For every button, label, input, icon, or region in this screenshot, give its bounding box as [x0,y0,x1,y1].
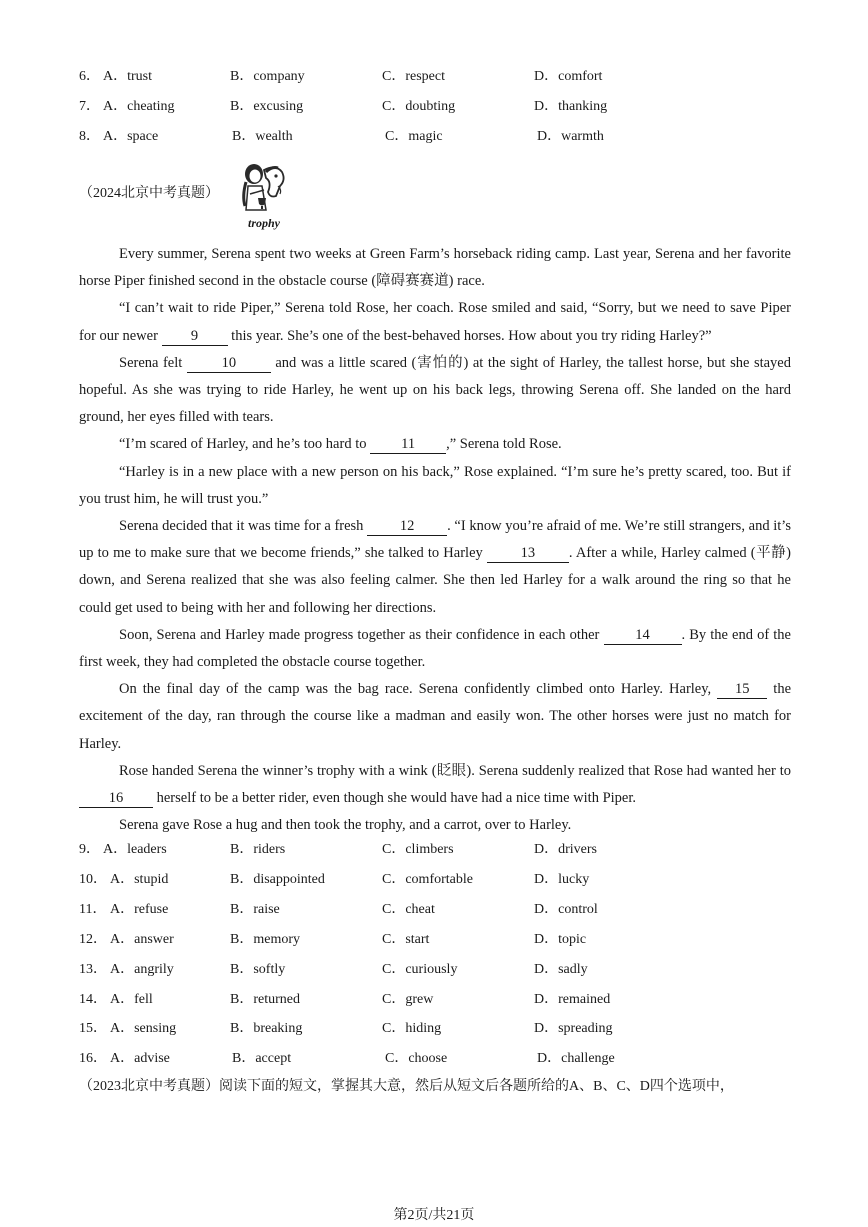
paragraph-7 [79,622,791,676]
option-c: C．doubting [382,99,456,114]
blank-15: 15 [717,680,767,699]
option-b: B．riders [230,842,286,857]
option-b: B．breaking [230,1021,303,1036]
option-c: C．start [382,932,430,947]
option-d: D．thanking [534,99,608,114]
trophy-illustration [236,160,296,232]
question-number: 15． [79,1021,107,1036]
option-d: D．comfort [534,69,603,84]
option-a: A．advise [110,1051,170,1066]
text: “I’m scared of Harley, and he’s too hard to [119,436,367,453]
text: Serena felt [119,354,183,371]
question-number: 14． [79,992,107,1007]
paragraph-3 [79,350,791,432]
option-a: A．sensing [110,1021,177,1036]
paragraph-4 [79,431,791,458]
option-b: B．wealth [232,129,293,144]
option-d: D．lucky [534,872,590,887]
option-a: A．leaders [103,842,167,857]
option-b: B．excusing [230,99,304,114]
reading-passage [79,241,791,839]
option-c: C．curiously [382,962,458,977]
option-d: D．sadly [534,962,588,977]
text: “I can’t wait to ride Piper,” Serena told Rose, her coach. Rose smiled and said, “Sorry, but we need to save Piper for our newer [79,300,791,344]
next-section-instructions: （2023北京中考真题）阅读下面的短文，掌握其大意，然后从短文后各题所给的A、B、C、D四个选项中， [79,1079,734,1094]
option-d: D．spreading [534,1021,613,1036]
question-number: 13． [79,962,107,977]
paragraph-9 [79,758,791,812]
blank-9: 9 [162,327,228,346]
question-number: 11． [79,902,107,917]
option-a: A．trust [103,69,152,84]
text: . By the end of the first week, they had completed the obstacle course together. [79,626,791,671]
question-number: 8． [79,129,100,144]
option-c: C．choose [385,1051,448,1066]
question-number: 9． [79,842,100,857]
question-number: 6． [79,69,100,84]
question-number: 7． [79,99,100,114]
option-c: C．hiding [382,1021,442,1036]
blank-13: 13 [487,544,569,563]
text: herself to be a better rider, even though she would have had a nice time with Piper. [156,790,637,807]
blank-10: 10 [187,354,271,373]
option-c: C．magic [385,129,443,144]
option-b: B．disappointed [230,872,325,887]
paragraph-10: Serena gave Rose a hug and then took the trophy, and a carrot, over to Harley. [119,817,572,834]
question-number: 12． [79,932,107,947]
option-c: C．climbers [382,842,454,857]
option-a: A．stupid [110,872,169,887]
text: the excitement of the day, ran through the course like a madman and easily won. The other horses were just no match for Harley. [79,681,792,752]
text: Serena decided that it was time for a fresh [119,518,364,535]
paragraph-5: “Harley is in a new place with a new person on his back,” Rose explained. “I’m sure he’s pretty scared, too. But if you trust him, he will trust you.” [79,463,791,507]
blank-12: 12 [367,517,447,536]
option-d: D．challenge [537,1051,615,1066]
option-a: A．angrily [110,962,174,977]
question-number: 16． [79,1051,107,1066]
paragraph-2 [79,295,791,349]
option-a: A．answer [110,932,174,947]
option-c: C．comfortable [382,872,473,887]
text: On the final day of the camp was the bag race. Serena confidently climbed onto Harley. Harley, [119,681,712,698]
paragraph-1: Every summer, Serena spent two weeks at Green Farm’s horseback riding camp. Last year, Serena and her favorite horse Piper finished second in the obstacle course (障碍赛赛道) race. [79,246,791,290]
text: and was a little scared (害怕的) at the sight of Harley, the tallest horse, but she stayed hopeful. As she was trying to ride Harley, he went up on his back legs, throwing Serena off. She landed on the hard ground, her eyes filled with tears. [79,354,791,426]
text: Rose handed Serena the winner’s trophy with a wink (眨眼). Serena suddenly realized that Rose had wanted her to [119,762,791,779]
option-b: B．raise [230,902,280,917]
option-c: C．grew [382,992,434,1007]
blank-16: 16 [79,789,153,808]
option-b: B．softly [230,962,286,977]
option-a: A．cheating [103,99,175,114]
text: this year. She’s one of the best-behaved horses. How about you try riding Harley?” [231,327,712,344]
option-d: D．drivers [534,842,597,857]
option-d: D．warmth [537,129,604,144]
blank-14: 14 [604,626,682,645]
paragraph-6 [79,513,791,622]
text: ,” Serena told Rose. [446,436,562,453]
blank-11: 11 [370,435,446,454]
text: . After a while, Harley calmed (平静) down, and Serena realized that she was also feeling calmer. She then led Harley for a walk around the ring so that he could get used to being with her and following her directions. [79,545,791,616]
option-d: D．topic [534,932,587,947]
option-d: D．control [534,902,598,917]
option-c: C．respect [382,69,445,84]
option-d: D．remained [534,992,611,1007]
source-label: （2024北京中考真题） [79,186,219,201]
option-a: A．fell [110,992,153,1007]
option-b: B．memory [230,932,300,947]
option-a: A．space [103,129,159,144]
option-b: B．accept [232,1051,292,1066]
option-a: A．refuse [110,902,169,917]
text: Soon, Serena and Harley made progress together as their confidence in each other [119,626,600,643]
trophy-caption: trophy [248,216,281,230]
page-number: 第2页/共21页 [393,1208,475,1223]
question-number: 10． [79,872,107,887]
option-b: B．company [230,69,305,84]
option-c: C．cheat [382,902,435,917]
option-b: B．returned [230,992,300,1007]
text: . “I know you’re afraid of me. We’re still strangers, and it’s up to me to make sure that we become friends,” she talked to Harley [79,518,791,562]
paragraph-8 [79,676,791,758]
